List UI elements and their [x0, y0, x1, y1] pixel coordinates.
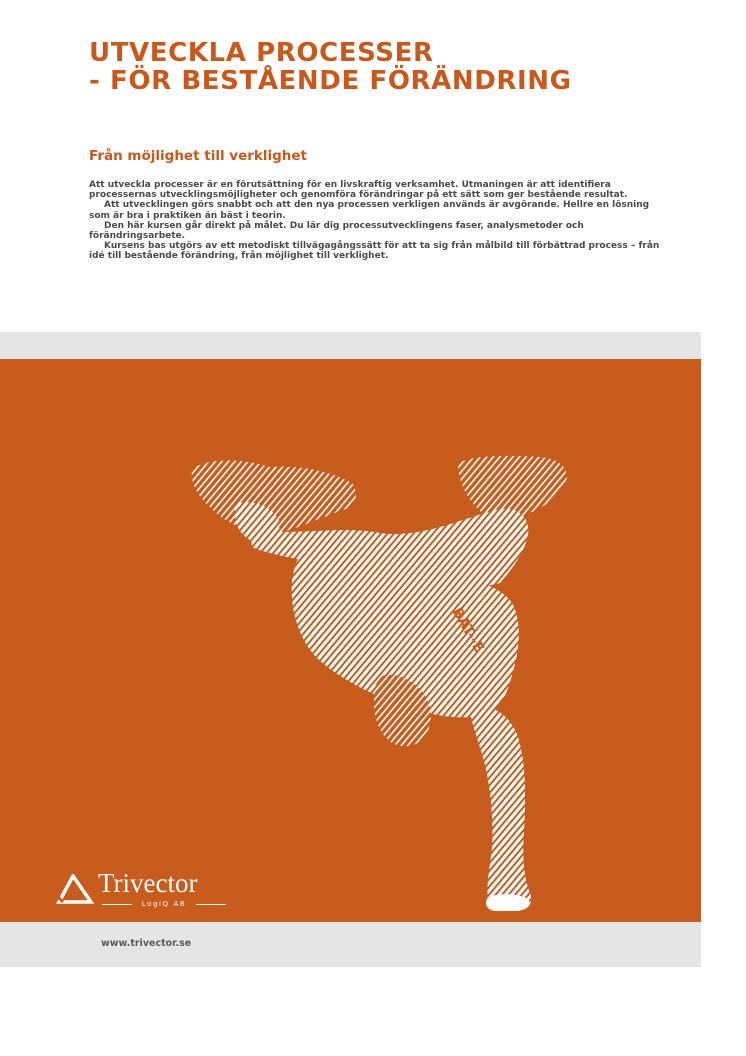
page-title-line-1: UTVECKLA PROCESSER — [89, 38, 434, 68]
paragraph-speed: Att utvecklingen görs snabbt och att den nya processen verkligen används är avgörande. Hellre en lösning som är bra i praktiken än bäst i teorin. — [89, 200, 650, 221]
dancer-silhouette — [192, 456, 567, 911]
tagline-rule-right — [196, 904, 226, 905]
hero-panel — [0, 359, 701, 922]
logo-tagline — [102, 899, 226, 909]
tagline-rule-left — [102, 904, 132, 905]
paragraph-method: Kursens bas utgörs av ett metodiskt tillvägagångssätt för att ta sig från målbild till förbättrad process – från idé till bestående förändring, från möjlighet till verklighet. — [89, 241, 660, 262]
paragraph-intro: Att utveckla processer är en förutsättning för en livskraftig verksamhet. Utmaningen är att identifiera processernas utvecklingsmöjligheter och genomföra förändringar på ett sätt som ger bestående resultat. — [89, 180, 628, 201]
breakdancer-illustration — [0, 359, 701, 922]
logo-tagline-text: LogiQ AB — [141, 900, 187, 908]
shirt-print: BAT--E — [448, 605, 487, 656]
paragraph-course: Den här kursen går direkt på målet. Du lär dig processutvecklingens faser, analysmetoder och förändringsarbete. — [89, 220, 584, 242]
trivector-logo — [55, 868, 235, 912]
website-link[interactable]: www.trivector.se — [101, 938, 192, 949]
page-title-line-2: - FÖR BESTÅENDE FÖRÄNDRING — [89, 66, 572, 96]
top-gray-band — [0, 332, 701, 359]
page-title — [89, 39, 572, 95]
logo-wordmark: Trivector — [98, 868, 198, 898]
section-heading: Från möjlighet till verklighet — [89, 148, 308, 164]
triangle-logo-icon — [55, 874, 95, 904]
body-text — [89, 180, 667, 262]
